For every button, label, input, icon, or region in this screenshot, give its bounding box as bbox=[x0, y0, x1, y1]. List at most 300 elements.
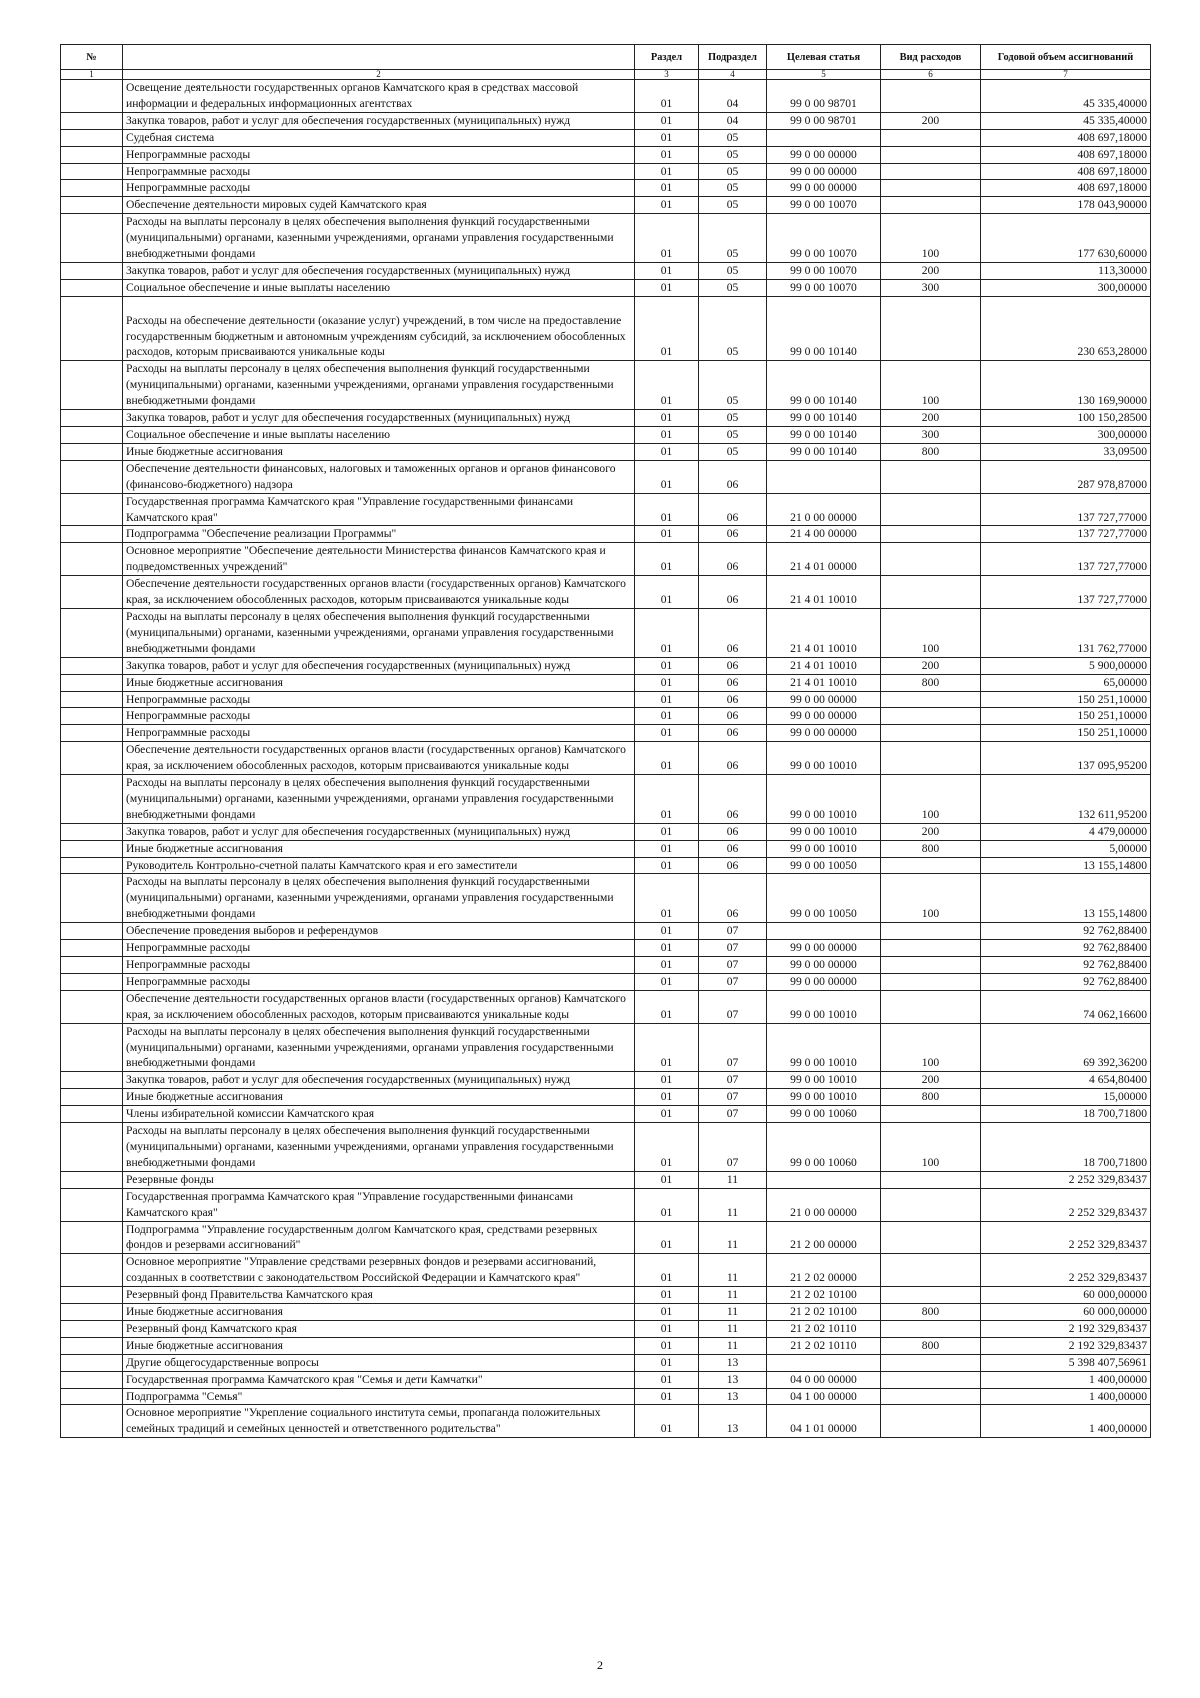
row-razdel: 01 bbox=[635, 1171, 699, 1188]
row-expense-type: 300 bbox=[881, 427, 981, 444]
row-razdel: 01 bbox=[635, 163, 699, 180]
row-expense-type: 100 bbox=[881, 1023, 981, 1072]
row-target-article: 99 0 00 10050 bbox=[767, 857, 881, 874]
row-target-article: 99 0 00 10010 bbox=[767, 990, 881, 1023]
row-target-article: 99 0 00 00000 bbox=[767, 725, 881, 742]
column-number: 6 bbox=[881, 70, 981, 80]
row-number bbox=[61, 923, 123, 940]
header-name bbox=[123, 45, 635, 70]
row-target-article: 99 0 00 10070 bbox=[767, 279, 881, 296]
row-expense-type bbox=[881, 1254, 981, 1287]
row-number bbox=[61, 775, 123, 824]
row-expense-type bbox=[881, 1221, 981, 1254]
row-razdel: 01 bbox=[635, 874, 699, 923]
table-row bbox=[61, 674, 1151, 691]
row-expense-type: 100 bbox=[881, 214, 981, 263]
row-amount: 287 978,87000 bbox=[981, 460, 1151, 493]
row-name: Закупка товаров, работ и услуг для обеспечения государственных (муниципальных) нужд bbox=[123, 262, 635, 279]
row-name: Обеспечение деятельности государственных органов власти (государственных органов) Камчатского края, за исключением обособленных расходов, которым присваиваются уникальные коды bbox=[123, 742, 635, 775]
row-target-article: 99 0 00 10010 bbox=[767, 1023, 881, 1072]
row-podrazdel: 06 bbox=[699, 725, 767, 742]
row-number bbox=[61, 674, 123, 691]
row-number bbox=[61, 427, 123, 444]
row-target-article: 99 0 00 00000 bbox=[767, 940, 881, 957]
row-razdel: 01 bbox=[635, 410, 699, 427]
row-expense-type bbox=[881, 990, 981, 1023]
row-number bbox=[61, 1304, 123, 1321]
row-name: Закупка товаров, работ и услуг для обеспечения государственных (муниципальных) нужд bbox=[123, 1072, 635, 1089]
row-number bbox=[61, 1089, 123, 1106]
row-razdel: 01 bbox=[635, 857, 699, 874]
row-razdel: 01 bbox=[635, 1320, 699, 1337]
row-amount: 65,00000 bbox=[981, 674, 1151, 691]
row-target-article: 99 0 00 10140 bbox=[767, 427, 881, 444]
row-name: Иные бюджетные ассигнования bbox=[123, 1089, 635, 1106]
row-amount: 5 900,00000 bbox=[981, 657, 1151, 674]
row-amount: 1 400,00000 bbox=[981, 1405, 1151, 1438]
row-razdel: 01 bbox=[635, 840, 699, 857]
row-expense-type: 200 bbox=[881, 1072, 981, 1089]
row-name: Другие общегосударственные вопросы bbox=[123, 1354, 635, 1371]
row-podrazdel: 06 bbox=[699, 460, 767, 493]
row-razdel: 01 bbox=[635, 1254, 699, 1287]
row-expense-type bbox=[881, 576, 981, 609]
row-expense-type: 100 bbox=[881, 1123, 981, 1172]
row-name: Социальное обеспечение и иные выплаты населению bbox=[123, 279, 635, 296]
row-number bbox=[61, 990, 123, 1023]
row-name: Расходы на выплаты персоналу в целях обеспечения выполнения функций государственными (муниципальными) органами, казенными учреждениями, органами управления государственными внебюджетными фондами bbox=[123, 608, 635, 657]
row-expense-type: 200 bbox=[881, 410, 981, 427]
row-name: Расходы на выплаты персоналу в целях обеспечения выполнения функций государственными (муниципальными) органами, казенными учреждениями, органами управления государственными внебюджетными фондами bbox=[123, 1023, 635, 1072]
row-razdel: 01 bbox=[635, 1354, 699, 1371]
row-razdel: 01 bbox=[635, 1023, 699, 1072]
table-row bbox=[61, 1354, 1151, 1371]
table-row bbox=[61, 725, 1151, 742]
row-podrazdel: 07 bbox=[699, 1106, 767, 1123]
row-expense-type bbox=[881, 708, 981, 725]
page-number: 2 bbox=[597, 1658, 603, 1672]
row-podrazdel: 11 bbox=[699, 1171, 767, 1188]
table-row bbox=[61, 923, 1151, 940]
row-amount: 130 169,90000 bbox=[981, 361, 1151, 410]
row-podrazdel: 06 bbox=[699, 608, 767, 657]
row-razdel: 01 bbox=[635, 823, 699, 840]
table-header-row bbox=[61, 45, 1151, 70]
row-name: Подпрограмма "Управление государственным долгом Камчатского края, средствами резервных фондов и резервами ассигнований" bbox=[123, 1221, 635, 1254]
row-expense-type bbox=[881, 957, 981, 974]
row-name: Подпрограмма "Семья" bbox=[123, 1388, 635, 1405]
row-number bbox=[61, 279, 123, 296]
table-row bbox=[61, 1188, 1151, 1221]
row-razdel: 01 bbox=[635, 990, 699, 1023]
row-amount: 178 043,90000 bbox=[981, 197, 1151, 214]
row-amount: 408 697,18000 bbox=[981, 146, 1151, 163]
row-amount: 1 400,00000 bbox=[981, 1388, 1151, 1405]
row-name: Непрограммные расходы bbox=[123, 957, 635, 974]
table-row bbox=[61, 1072, 1151, 1089]
row-name: Государственная программа Камчатского края "Управление государственными финансами Камчатского края" bbox=[123, 1188, 635, 1221]
row-expense-type bbox=[881, 129, 981, 146]
row-expense-type bbox=[881, 493, 981, 526]
row-amount: 2 192 329,83437 bbox=[981, 1337, 1151, 1354]
row-razdel: 01 bbox=[635, 1388, 699, 1405]
row-target-article: 21 4 01 10010 bbox=[767, 657, 881, 674]
row-podrazdel: 11 bbox=[699, 1287, 767, 1304]
row-target-article: 99 0 00 10060 bbox=[767, 1106, 881, 1123]
table-row bbox=[61, 857, 1151, 874]
table-row bbox=[61, 1371, 1151, 1388]
row-name: Обеспечение проведения выборов и референдумов bbox=[123, 923, 635, 940]
row-name: Государственная программа Камчатского края "Семья и дети Камчатки" bbox=[123, 1371, 635, 1388]
table-row bbox=[61, 279, 1151, 296]
row-target-article: 99 0 00 00000 bbox=[767, 691, 881, 708]
row-target-article: 99 0 00 98701 bbox=[767, 80, 881, 113]
row-number bbox=[61, 940, 123, 957]
column-number: 3 bbox=[635, 70, 699, 80]
row-razdel: 01 bbox=[635, 708, 699, 725]
row-podrazdel: 06 bbox=[699, 775, 767, 824]
row-number bbox=[61, 1123, 123, 1172]
row-podrazdel: 05 bbox=[699, 361, 767, 410]
row-number bbox=[61, 180, 123, 197]
row-podrazdel: 07 bbox=[699, 957, 767, 974]
row-podrazdel: 05 bbox=[699, 163, 767, 180]
row-name: Подпрограмма "Обеспечение реализации Программы" bbox=[123, 526, 635, 543]
row-podrazdel: 13 bbox=[699, 1354, 767, 1371]
header-expense-type: Вид расходов bbox=[881, 45, 981, 70]
row-target-article: 99 0 00 00000 bbox=[767, 973, 881, 990]
table-row bbox=[61, 460, 1151, 493]
row-target-article: 99 0 00 10010 bbox=[767, 1072, 881, 1089]
budget-table bbox=[60, 44, 1151, 1438]
table-row bbox=[61, 823, 1151, 840]
row-target-article: 99 0 00 10140 bbox=[767, 296, 881, 361]
row-podrazdel: 06 bbox=[699, 576, 767, 609]
row-razdel: 01 bbox=[635, 1188, 699, 1221]
row-number bbox=[61, 1388, 123, 1405]
row-number bbox=[61, 443, 123, 460]
row-name: Непрограммные расходы bbox=[123, 146, 635, 163]
row-target-article bbox=[767, 129, 881, 146]
row-amount: 300,00000 bbox=[981, 427, 1151, 444]
row-podrazdel: 07 bbox=[699, 1089, 767, 1106]
row-number bbox=[61, 146, 123, 163]
row-number bbox=[61, 1337, 123, 1354]
row-amount: 300,00000 bbox=[981, 279, 1151, 296]
table-row bbox=[61, 742, 1151, 775]
row-amount: 92 762,88400 bbox=[981, 957, 1151, 974]
header-target-article: Целевая статья bbox=[767, 45, 881, 70]
row-expense-type bbox=[881, 163, 981, 180]
row-razdel: 01 bbox=[635, 973, 699, 990]
table-row bbox=[61, 262, 1151, 279]
row-razdel: 01 bbox=[635, 443, 699, 460]
table-row bbox=[61, 874, 1151, 923]
table-row bbox=[61, 543, 1151, 576]
row-podrazdel: 07 bbox=[699, 973, 767, 990]
row-amount: 5 398 407,56961 bbox=[981, 1354, 1151, 1371]
row-number bbox=[61, 1023, 123, 1072]
row-name: Закупка товаров, работ и услуг для обеспечения государственных (муниципальных) нужд bbox=[123, 410, 635, 427]
row-razdel: 01 bbox=[635, 214, 699, 263]
row-expense-type bbox=[881, 460, 981, 493]
row-podrazdel: 04 bbox=[699, 80, 767, 113]
row-target-article: 99 0 00 10010 bbox=[767, 775, 881, 824]
row-name: Резервный фонд Правительства Камчатского края bbox=[123, 1287, 635, 1304]
row-podrazdel: 05 bbox=[699, 146, 767, 163]
row-podrazdel: 06 bbox=[699, 857, 767, 874]
row-expense-type: 200 bbox=[881, 262, 981, 279]
table-row bbox=[61, 576, 1151, 609]
row-amount: 137 727,77000 bbox=[981, 493, 1151, 526]
row-podrazdel: 13 bbox=[699, 1371, 767, 1388]
row-expense-type: 200 bbox=[881, 657, 981, 674]
row-name: Иные бюджетные ассигнования bbox=[123, 840, 635, 857]
row-amount: 45 335,40000 bbox=[981, 112, 1151, 129]
row-amount: 18 700,71800 bbox=[981, 1123, 1151, 1172]
row-number bbox=[61, 725, 123, 742]
row-name: Освещение деятельности государственных органов Камчатского края в средствах массовой информации и федеральных информационных агентствах bbox=[123, 80, 635, 113]
row-target-article: 99 0 00 10140 bbox=[767, 361, 881, 410]
row-razdel: 01 bbox=[635, 742, 699, 775]
row-podrazdel: 11 bbox=[699, 1337, 767, 1354]
row-expense-type: 800 bbox=[881, 1337, 981, 1354]
row-target-article: 99 0 00 10010 bbox=[767, 742, 881, 775]
row-target-article: 99 0 00 00000 bbox=[767, 708, 881, 725]
row-razdel: 01 bbox=[635, 279, 699, 296]
row-podrazdel: 07 bbox=[699, 1123, 767, 1172]
table-row bbox=[61, 493, 1151, 526]
row-name: Социальное обеспечение и иные выплаты населению bbox=[123, 427, 635, 444]
row-razdel: 01 bbox=[635, 112, 699, 129]
row-number bbox=[61, 1106, 123, 1123]
row-target-article: 99 0 00 10140 bbox=[767, 443, 881, 460]
row-target-article bbox=[767, 460, 881, 493]
row-number bbox=[61, 874, 123, 923]
row-podrazdel: 06 bbox=[699, 874, 767, 923]
row-podrazdel: 13 bbox=[699, 1405, 767, 1438]
table-row bbox=[61, 1405, 1151, 1438]
row-number bbox=[61, 526, 123, 543]
row-expense-type bbox=[881, 80, 981, 113]
row-podrazdel: 05 bbox=[699, 262, 767, 279]
row-name: Основное мероприятие "Укрепление социального института семьи, пропаганда положительных семейных традиций и семейных ценностей и ответственного родительства" bbox=[123, 1405, 635, 1438]
row-expense-type bbox=[881, 197, 981, 214]
row-name: Основное мероприятие "Управление средствами резервных фондов и резервами ассигнований, созданных в соответствии с законодательством Российской Федерации и Камчатского края" bbox=[123, 1254, 635, 1287]
row-name: Иные бюджетные ассигнования bbox=[123, 674, 635, 691]
row-amount: 92 762,88400 bbox=[981, 940, 1151, 957]
row-podrazdel: 06 bbox=[699, 674, 767, 691]
row-amount: 5,00000 bbox=[981, 840, 1151, 857]
row-expense-type bbox=[881, 857, 981, 874]
row-target-article: 21 2 02 10110 bbox=[767, 1337, 881, 1354]
row-expense-type bbox=[881, 742, 981, 775]
table-row bbox=[61, 361, 1151, 410]
row-razdel: 01 bbox=[635, 197, 699, 214]
row-razdel: 01 bbox=[635, 460, 699, 493]
table-row bbox=[61, 1106, 1151, 1123]
row-amount: 13 155,14800 bbox=[981, 857, 1151, 874]
table-body bbox=[61, 80, 1151, 1438]
row-target-article: 21 2 02 10100 bbox=[767, 1287, 881, 1304]
row-number bbox=[61, 163, 123, 180]
row-razdel: 01 bbox=[635, 691, 699, 708]
row-razdel: 01 bbox=[635, 146, 699, 163]
row-razdel: 01 bbox=[635, 262, 699, 279]
row-razdel: 01 bbox=[635, 296, 699, 361]
row-expense-type bbox=[881, 1171, 981, 1188]
row-number bbox=[61, 361, 123, 410]
column-number: 7 bbox=[981, 70, 1151, 80]
row-podrazdel: 05 bbox=[699, 197, 767, 214]
row-expense-type bbox=[881, 691, 981, 708]
row-name: Расходы на выплаты персоналу в целях обеспечения выполнения функций государственными (муниципальными) органами, казенными учреждениями, органами управления государственными внебюджетными фондами bbox=[123, 775, 635, 824]
table-row bbox=[61, 691, 1151, 708]
row-razdel: 01 bbox=[635, 129, 699, 146]
row-name: Расходы на выплаты персоналу в целях обеспечения выполнения функций государственными (муниципальными) органами, казенными учреждениями, органами управления государственными внебюджетными фондами bbox=[123, 361, 635, 410]
table-row bbox=[61, 1337, 1151, 1354]
row-number bbox=[61, 1221, 123, 1254]
row-name: Закупка товаров, работ и услуг для обеспечения государственных (муниципальных) нужд bbox=[123, 823, 635, 840]
row-name: Резервные фонды bbox=[123, 1171, 635, 1188]
row-razdel: 01 bbox=[635, 1106, 699, 1123]
table-row bbox=[61, 1254, 1151, 1287]
row-number bbox=[61, 608, 123, 657]
row-podrazdel: 05 bbox=[699, 129, 767, 146]
table-row bbox=[61, 957, 1151, 974]
row-razdel: 01 bbox=[635, 725, 699, 742]
row-podrazdel: 11 bbox=[699, 1254, 767, 1287]
row-target-article: 99 0 00 00000 bbox=[767, 163, 881, 180]
row-number bbox=[61, 80, 123, 113]
row-number bbox=[61, 742, 123, 775]
table-row bbox=[61, 973, 1151, 990]
row-expense-type: 100 bbox=[881, 874, 981, 923]
row-target-article: 21 4 01 10010 bbox=[767, 608, 881, 657]
header-podrazdel: Подраздел bbox=[699, 45, 767, 70]
row-target-article: 99 0 00 10010 bbox=[767, 1089, 881, 1106]
row-number bbox=[61, 1254, 123, 1287]
row-amount: 4 479,00000 bbox=[981, 823, 1151, 840]
row-number bbox=[61, 576, 123, 609]
row-amount: 2 192 329,83437 bbox=[981, 1320, 1151, 1337]
row-number bbox=[61, 840, 123, 857]
column-number: 1 bbox=[61, 70, 123, 80]
row-amount: 4 654,80400 bbox=[981, 1072, 1151, 1089]
row-target-article: 99 0 00 10010 bbox=[767, 840, 881, 857]
row-razdel: 01 bbox=[635, 80, 699, 113]
row-razdel: 01 bbox=[635, 1287, 699, 1304]
row-amount: 137 727,77000 bbox=[981, 576, 1151, 609]
row-name: Непрограммные расходы bbox=[123, 725, 635, 742]
row-target-article bbox=[767, 923, 881, 940]
table-row bbox=[61, 443, 1151, 460]
row-podrazdel: 06 bbox=[699, 526, 767, 543]
row-razdel: 01 bbox=[635, 1221, 699, 1254]
row-razdel: 01 bbox=[635, 361, 699, 410]
row-name: Обеспечение деятельности мировых судей Камчатского края bbox=[123, 197, 635, 214]
row-number bbox=[61, 112, 123, 129]
row-name: Непрограммные расходы bbox=[123, 940, 635, 957]
row-name: Непрограммные расходы bbox=[123, 708, 635, 725]
table-row bbox=[61, 410, 1151, 427]
row-number bbox=[61, 296, 123, 361]
header-annual-amount: Годовой объем ассигнований bbox=[981, 45, 1151, 70]
row-target-article: 99 0 00 10070 bbox=[767, 197, 881, 214]
row-expense-type: 800 bbox=[881, 443, 981, 460]
row-amount: 408 697,18000 bbox=[981, 129, 1151, 146]
row-name: Резервный фонд Камчатского края bbox=[123, 1320, 635, 1337]
row-podrazdel: 05 bbox=[699, 279, 767, 296]
row-razdel: 01 bbox=[635, 657, 699, 674]
budget-page bbox=[60, 44, 1150, 1438]
row-expense-type bbox=[881, 1354, 981, 1371]
table-row bbox=[61, 180, 1151, 197]
table-row bbox=[61, 1304, 1151, 1321]
row-podrazdel: 06 bbox=[699, 708, 767, 725]
row-target-article: 99 0 00 98701 bbox=[767, 112, 881, 129]
row-expense-type: 200 bbox=[881, 823, 981, 840]
row-number bbox=[61, 657, 123, 674]
row-target-article: 04 0 00 00000 bbox=[767, 1371, 881, 1388]
row-razdel: 01 bbox=[635, 1072, 699, 1089]
row-name: Обеспечение деятельности государственных органов власти (государственных органов) Камчатского края, за исключением обособленных расходов, которым присваиваются уникальные коды bbox=[123, 576, 635, 609]
row-expense-type bbox=[881, 146, 981, 163]
row-name: Государственная программа Камчатского края "Управление государственными финансами Камчатского края" bbox=[123, 493, 635, 526]
row-number bbox=[61, 973, 123, 990]
row-name: Расходы на выплаты персоналу в целях обеспечения выполнения функций государственными (муниципальными) органами, казенными учреждениями, органами управления государственными внебюджетными фондами bbox=[123, 1123, 635, 1172]
row-expense-type bbox=[881, 526, 981, 543]
row-amount: 131 762,77000 bbox=[981, 608, 1151, 657]
table-row bbox=[61, 1388, 1151, 1405]
row-razdel: 01 bbox=[635, 1304, 699, 1321]
table-row bbox=[61, 214, 1151, 263]
row-target-article: 99 0 00 10010 bbox=[767, 823, 881, 840]
row-amount: 137 727,77000 bbox=[981, 526, 1151, 543]
row-podrazdel: 07 bbox=[699, 1023, 767, 1072]
row-amount: 1 400,00000 bbox=[981, 1371, 1151, 1388]
row-podrazdel: 07 bbox=[699, 990, 767, 1023]
row-expense-type: 800 bbox=[881, 840, 981, 857]
row-name: Расходы на выплаты персоналу в целях обеспечения выполнения функций государственными (муниципальными) органами, казенными учреждениями, органами управления государственными внебюджетными фондами bbox=[123, 874, 635, 923]
row-expense-type: 300 bbox=[881, 279, 981, 296]
row-number bbox=[61, 214, 123, 263]
row-target-article: 21 4 01 10010 bbox=[767, 674, 881, 691]
row-target-article: 99 0 00 00000 bbox=[767, 146, 881, 163]
row-number bbox=[61, 1320, 123, 1337]
row-amount: 13 155,14800 bbox=[981, 874, 1151, 923]
row-number bbox=[61, 460, 123, 493]
row-expense-type: 200 bbox=[881, 112, 981, 129]
row-name: Расходы на обеспечение деятельности (оказание услуг) учреждений, в том числе на предоставление государственным бюджетным и автономным учреждениям субсидий, за исключением обособленных расходов, которым присваиваются уникальные коды bbox=[123, 296, 635, 361]
row-number bbox=[61, 1287, 123, 1304]
row-podrazdel: 05 bbox=[699, 180, 767, 197]
row-number bbox=[61, 197, 123, 214]
row-amount: 2 252 329,83437 bbox=[981, 1254, 1151, 1287]
row-razdel: 01 bbox=[635, 1089, 699, 1106]
row-name: Обеспечение деятельности государственных органов власти (государственных органов) Камчатского края, за исключением обособленных расходов, которым присваиваются уникальные коды bbox=[123, 990, 635, 1023]
table-row bbox=[61, 990, 1151, 1023]
row-amount: 60 000,00000 bbox=[981, 1304, 1151, 1321]
row-target-article: 99 0 00 10070 bbox=[767, 262, 881, 279]
row-name: Непрограммные расходы bbox=[123, 973, 635, 990]
row-target-article bbox=[767, 1171, 881, 1188]
row-razdel: 01 bbox=[635, 1405, 699, 1438]
row-target-article: 21 4 01 00000 bbox=[767, 543, 881, 576]
row-target-article: 99 0 00 10140 bbox=[767, 410, 881, 427]
row-name: Непрограммные расходы bbox=[123, 691, 635, 708]
row-number bbox=[61, 708, 123, 725]
